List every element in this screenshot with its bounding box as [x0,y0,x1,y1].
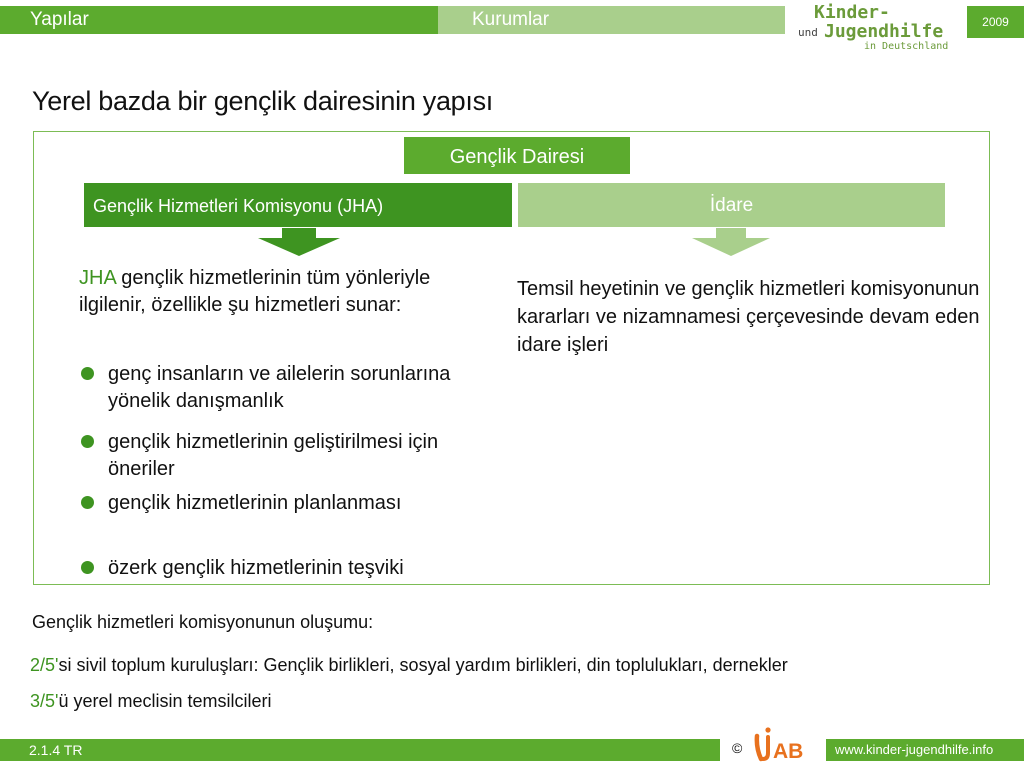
bullet-icon [81,435,94,448]
ijab-logo-icon [754,726,812,764]
composition-title: Gençlik hizmetleri komisyonunun oluşumu: [32,612,374,632]
tab-yapilar[interactable]: Yapılar [0,6,438,34]
composition-line-2 [30,691,272,712]
logo-line2: Jugendhilfe [824,21,944,42]
list-item [79,429,499,483]
down-arrow-icon-right [692,228,770,256]
slide-code: 2.1.4 TR [0,739,720,761]
bullet-text: genç insanların ve ailelerin sorunlarına yönelik danışmanlık [108,363,451,412]
idare-box: İdare [518,183,945,227]
logo-line2-prefix: und [798,26,818,39]
tab-kurumlar[interactable]: Kurumlar [438,6,785,34]
svg-text:AB: AB [773,740,804,763]
composition-line-2-text: ü yerel meclisin temsilcileri [58,691,272,711]
genclik-dairesi-box: Gençlik Dairesi [404,137,630,174]
list-item [79,490,499,517]
page-title: Yerel bazda bir gençlik dairesinin yapısı [32,86,493,116]
bullet-icon [81,367,94,380]
composition-line-1-text: si sivil toplum kuruluşları: Gençlik birlikleri, sosyal yardım birlikleri, din toplulukları, dernekler [58,655,788,675]
jha-description [79,265,499,319]
composition-line-1 [30,655,788,676]
bullet-text: özerk gençlik hizmetlerinin teşviki [108,557,404,579]
logo-line1: Kinder- [814,2,890,23]
copyright-symbol: © [732,740,743,756]
list-item [79,361,499,415]
kinder-jugendhilfe-logo [796,2,966,52]
jha-abbr: JHA [79,267,116,289]
bullet-icon [81,561,94,574]
jha-intro-text: gençlik hizmetlerinin tüm yönleriyle ilgilenir, özellikle şu hizmetleri sunar: [79,267,431,316]
logo-line3: in Deutschland [864,41,949,52]
fraction-2-5: 2/5' [30,655,59,675]
year-badge: 2009 [967,6,1024,38]
jha-box: Gençlik Hizmetleri Komisyonu (JHA) [84,183,512,227]
bullet-text: gençlik hizmetlerinin planlanması [108,492,402,514]
bullet-text: gençlik hizmetlerinin geliştirilmesi için öneriler [108,431,439,480]
list-item [79,555,499,582]
website-link[interactable]: www.kinder-jugendhilfe.info [826,739,1024,761]
fraction-3-5: 3/5' [30,691,59,711]
idare-description: Temsil heyetinin ve gençlik hizmetleri komisyonunun kararları ve nizamnamesi çerçevesinde devam eden idare işleri [517,278,980,356]
down-arrow-icon-left [258,228,340,256]
bullet-icon [81,496,94,509]
